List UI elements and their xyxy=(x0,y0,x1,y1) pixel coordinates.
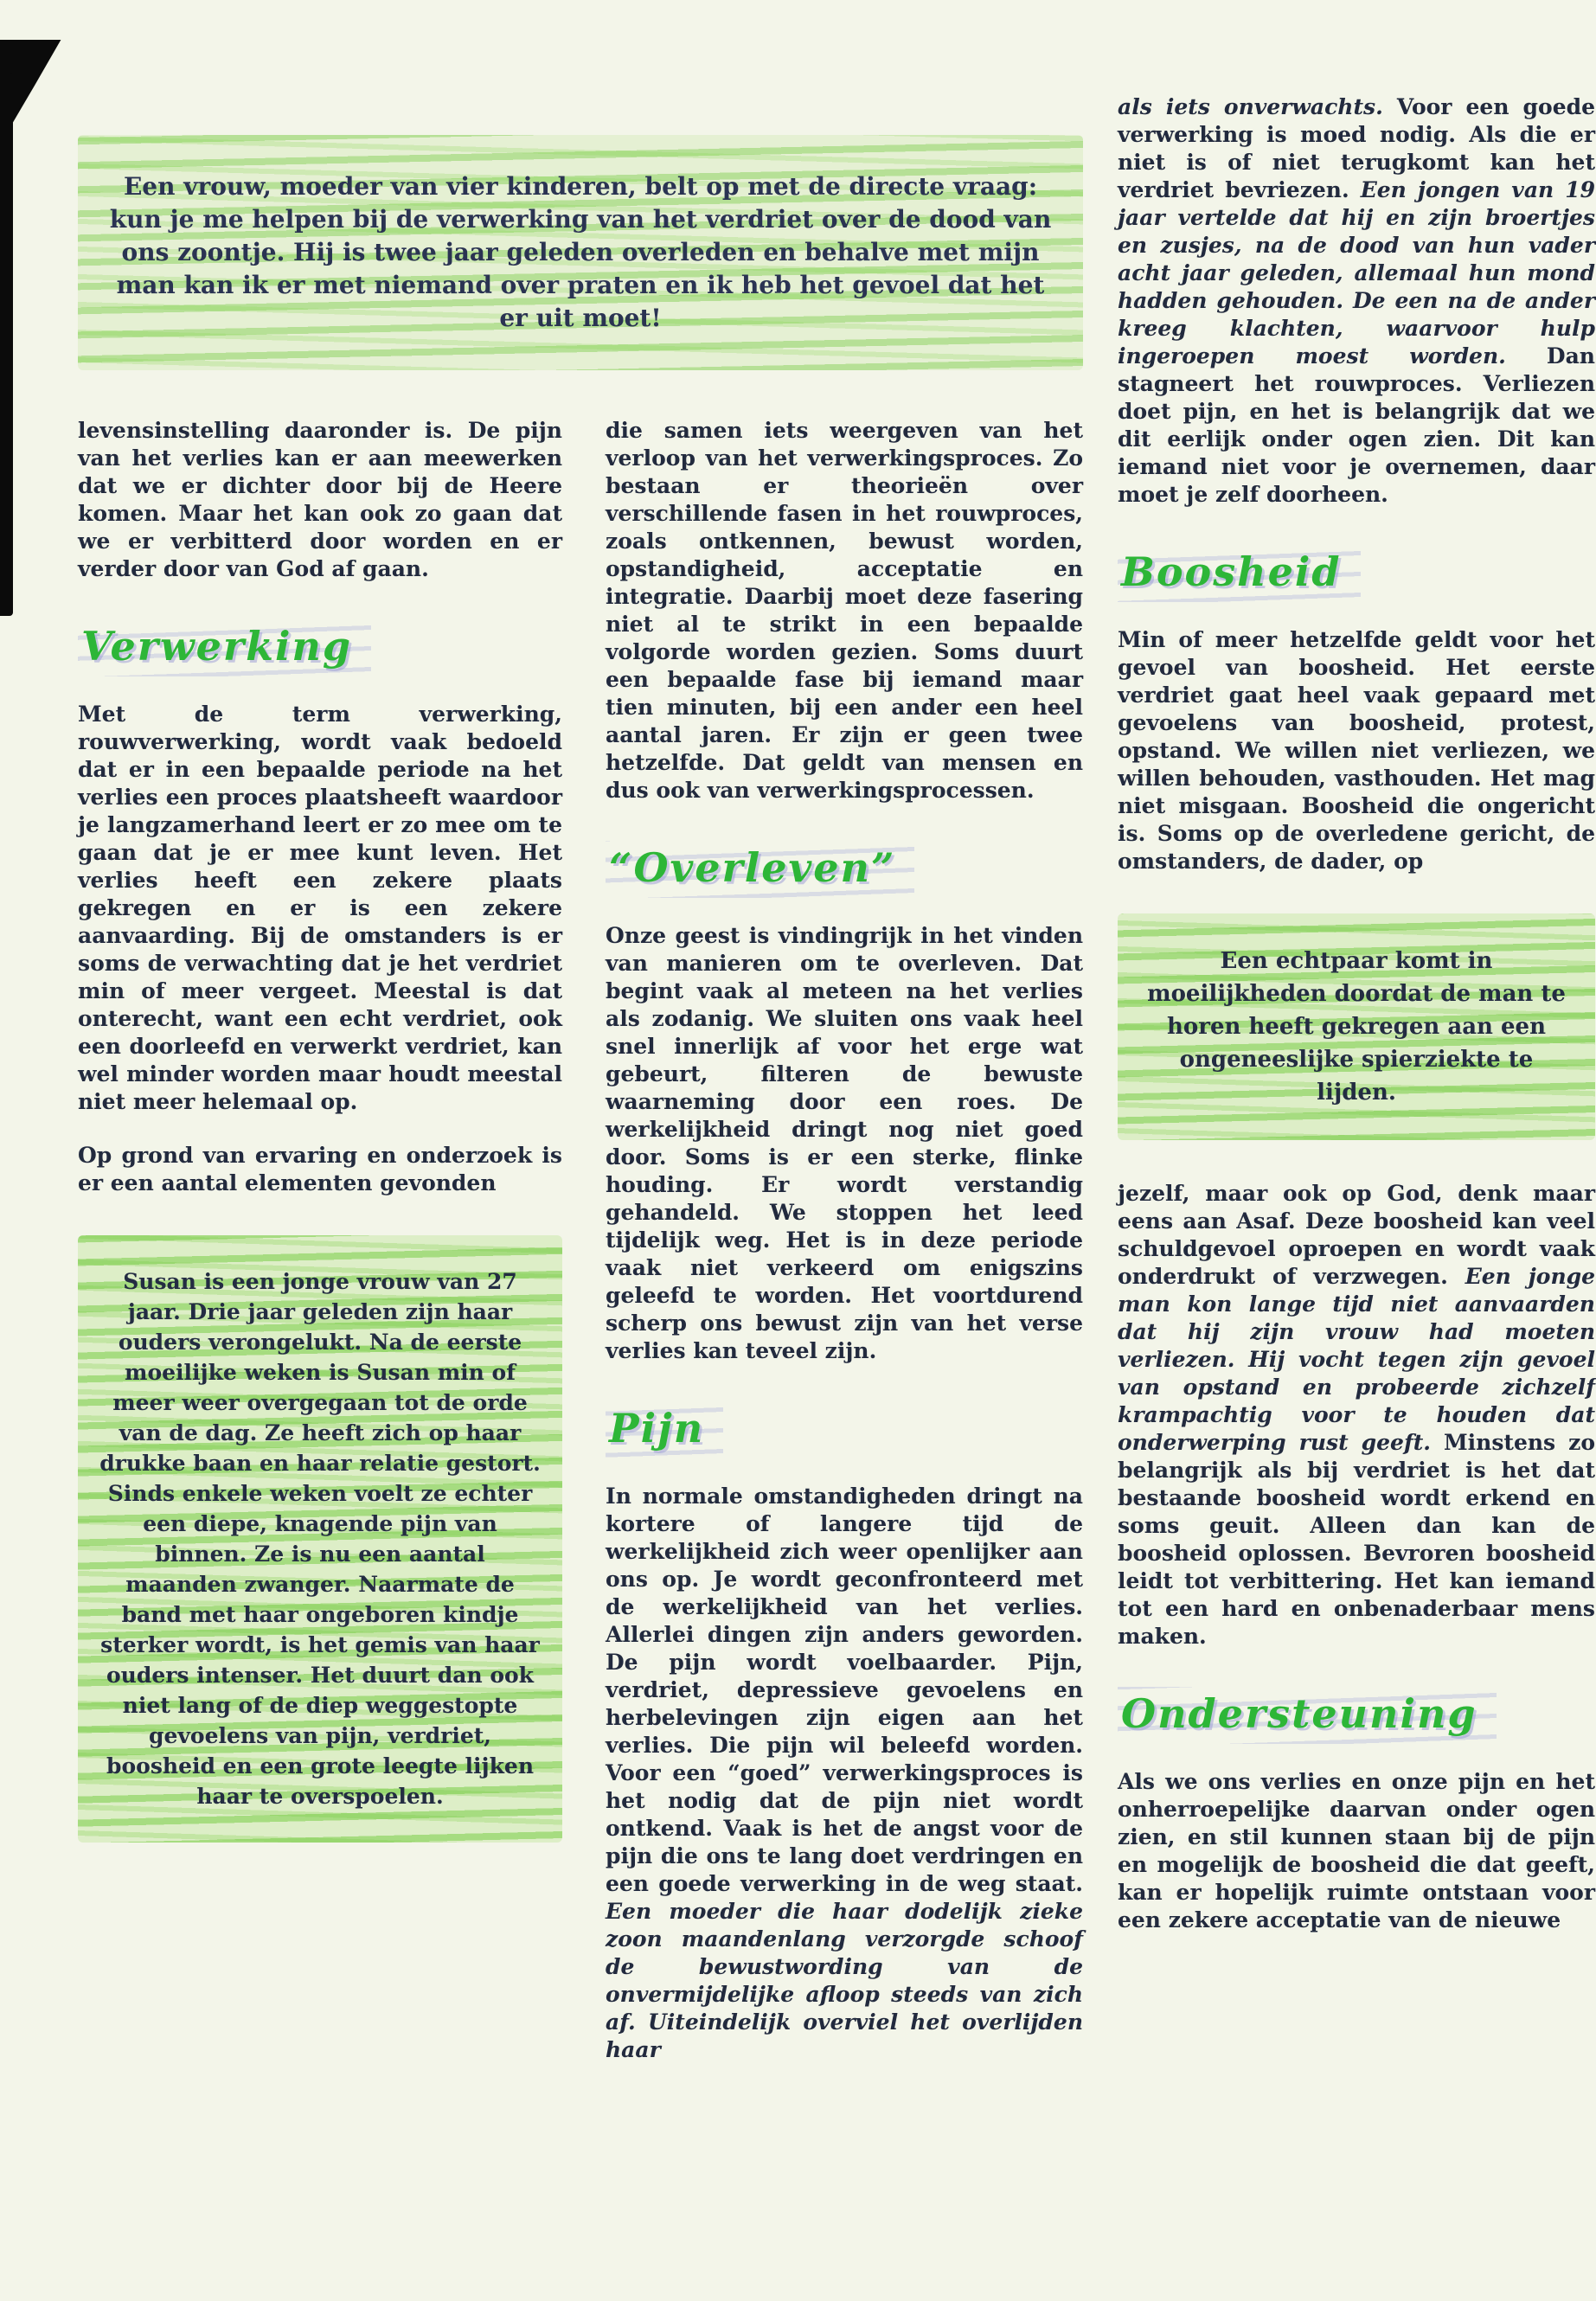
section-heading-ondersteuning: Ondersteuning xyxy=(1118,1687,1497,1744)
lead-quote-text: Een vrouw, moeder van vier kinderen, belt op met de directe vraag: kun je me helpen bij de verwerking van het verdriet over de dood van ons zoontje. Hij is twee jaar geleden overleden en behalve met mijn man kan ik er met niemand over praten en ik heb het gevoel dat het er uit moet! xyxy=(109,172,1052,332)
paragraph-right-intro xyxy=(1118,93,1595,509)
paragraph-pijn-regular: In normale omstandigheden dringt na kortere of langere tijd de werkelijkheid zich weer openlijker aan ons op. Je wordt geconfronteerd met de werkelijkheid van het verlies. Allerlei dingen zijn anders geworden. De pijn wordt voelbaarder. Pijn, verdriet, depressieve gevoelens en herbelevingen zijn eigen aan het verlies. Die pijn wil beleefd worden. Voor een “goed” verwerkingsproces is het nodig dat de pijn niet wordt ontkend. Vaak is het de angst voor de pijn die ons te lang doet verdringen en een goede verwerking in de weg staat. xyxy=(606,1484,1083,1896)
paragraph-overleven: Onze geest is vindingrijk in het vinden van manieren om te overleven. Dat begint vaak al meteen na het verlies als zodanig. We sluiten ons vaak heel snel innerlijk af voor het erge wat gebeurt, filteren de bewuste waarneming door een roes. De werkelijkheid dringt nog niet goed door. Soms is er een sterke, flinke houding. Er wordt verstandig gehandeld. We stoppen het leed tijdelijk weg. Het is in deze periode vaak niet verkeerd om enigszins geleefd te worden. Het voortdurend scherp ons bewust zijn van het verse verlies kan teveel zijn. xyxy=(606,923,1083,1363)
section-heading-verwerking: Verwerking xyxy=(78,619,371,676)
paragraph-middle-intro: die samen iets weergeven van het verloop van het verwerkingsproces. Zo bestaan er theorieën over verschillende fasen in het rouwproces, zoals ontkennen, bewust worden, opstandigheid, acceptatie en integratie. Daarbij moet deze fasering niet al te strikt in een bepaalde volgorde worden gezien. Soms duurt een bepaalde fase bij iemand maar tien minuten, bij een ander een heel aantal jaren. Er zijn er geen twee hetzelfde. Dat geldt van mensen en dus ook van verwerkingsprocessen. xyxy=(606,418,1083,803)
section-heading-pijn: Pijn xyxy=(606,1401,723,1458)
section-heading-overleven: “Overleven” xyxy=(606,841,914,898)
paragraph-verwerking-1: Met de term verwerking, rouwverwerking, wordt vaak bedoeld dat er in een bepaalde periode na het verlies een proces plaatsheeft waardoor je langzamerhand leert er zo mee om te gaan dat je er mee kunt leven. Het verlies heeft een zekere plaats gekregen en er is een zekere aanvaarding. Bij de omstanders is er soms de verwachting dat je het verdriet min of meer vergeet. Meestal is dat onterecht, want een echt verdriet, ook een doorleefd en verwerkt verdriet, kan wel minder worden maar houdt meestal niet meer helemaal op. xyxy=(78,702,562,1114)
right-intro-regular-1: Voor een goede verwerking is moed nodig. Als die er niet is of niet terugkomt kan het verdriet bevriezen. xyxy=(1118,94,1595,202)
section-heading-boosheid: Boosheid xyxy=(1118,545,1361,602)
boosheid-anecdote: Een jonge man kon lange tijd niet aanvaarden dat hij zijn vrouw had moeten verliezen. Hij vocht tegen zijn gevoel van opstand en probeerde zichzelf krampachtig voor te houden dat onderwerping rust geeft. xyxy=(1118,1264,1596,1455)
case-study-box-susan xyxy=(78,1235,562,1843)
column-right xyxy=(1118,93,1595,1960)
paragraph-boosheid-1: Min of meer hetzelfde geldt voor het gevoel van boosheid. Het eerste verdriet gaat heel vaak gepaard met gevoelens van boosheid, protest, opstand. We willen niet verliezen, we willen behouden, vasthouden. Het mag niet misgaan. Boosheid die ongericht is. Soms op de overledene gericht, de omstanders, de dader, op xyxy=(1118,627,1595,874)
paragraph-pijn-anecdote: Een moeder die haar dodelijk zieke zoon maandenlang verzorgde schoof de bewustwording van de onvermijdelijke afloop steeds van zich af. Uiteindelijk overviel het overlijden haar xyxy=(606,1899,1083,2062)
paragraph-boosheid-2 xyxy=(1118,1180,1595,1650)
boosheid-regular-2: Minstens zo belangrijk als bij verdriet is het dat bestaande boosheid wordt erkend en soms geuit. Alleen dan kan de boosheid oplossen. Bevroren boosheid leidt tot verbittering. Het kan iemand tot een hard en onbenaderbaar mens maken. xyxy=(1118,1430,1595,1649)
paragraph-left-intro: levensinstelling daaronder is. De pijn van het verlies kan er aan meewerken dat we er dichter door bij de Heere komen. Maar het kan ook zo gaan dat we er verbitterd door worden en er verder door van God af gaan. xyxy=(78,418,562,581)
lead-quote-box xyxy=(78,135,1083,370)
paragraph-ondersteuning: Als we ons verlies en onze pijn en het onherroepelijke daarvan onder ogen zien, en stil kunnen staan bij de pijn en mogelijk de boosheid die dat geeft, kan er hopelijk ruimte ontstaan voor een zekere acceptatie van de nieuwe xyxy=(1118,1769,1595,1932)
case-study-text-susan: Susan is een jonge vrouw van 27 jaar. Drie jaar geleden zijn haar ouders verongelukt. Na de eerste moeilijke weken is Susan min of meer weer overgegaan tot de orde van de dag. Ze heeft zich op haar drukke baan en haar relatie gestort. Sinds enkele weken voelt ze echter een diepe, knagende pijn van binnen. Ze is nu een aantal maanden zwanger. Naarmate de band met haar ongeboren kindje sterker wordt, is het gemis van haar ouders intenser. Het duurt dan ook niet lang of de diep weggestopte gevoelens van pijn, verdriet, boosheid en een grote leegte lijken haar te overspoelen. xyxy=(99,1269,541,1809)
case-study-text-echtpaar: Een echtpaar komt in moeilijkheden doordat de man te horen heeft gekregen aan een ongeneeslijke spierziekte te lijden. xyxy=(1147,948,1566,1106)
paragraph-verwerking-2: Op grond van ervaring en onderzoek is er een aantal elementen gevonden xyxy=(78,1143,562,1195)
column-middle xyxy=(606,417,1083,2090)
case-study-box-echtpaar xyxy=(1118,913,1595,1140)
column-left xyxy=(78,417,562,1843)
right-intro-anecdote: Een jongen van 19 jaar vertelde dat hij en zijn broertjes en zusjes, na de dood van hun vader acht jaar geleden, allemaal hun mond hadden gehouden. De een na de ander kreeg klachten, waarvoor hulp ingeroepen moest worden. xyxy=(1118,177,1595,369)
paragraph-pijn xyxy=(606,1483,1083,2064)
boosheid-regular-1: jezelf, maar ook op God, denk maar eens aan Asaf. Deze boosheid kan veel schuldgevoel oproepen en wordt vaak onderdrukt of verzwegen. xyxy=(1118,1181,1595,1289)
scan-artifact-edge-strip xyxy=(0,73,13,616)
right-intro-regular-2: Dan stagneert het rouwproces. Verliezen doet pijn, en het is belangrijk dat we dit eerlijk onder ogen zien. Dit kan iemand niet voor je overnemen, daar moet je zelf doorheen. xyxy=(1118,343,1595,507)
right-intro-italic-1: als iets onverwachts. xyxy=(1118,94,1383,119)
